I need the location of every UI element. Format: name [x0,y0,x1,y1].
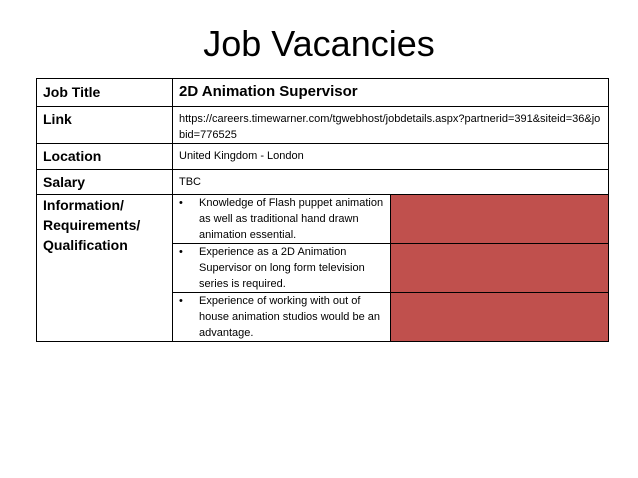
bullet-icon: • [179,295,183,307]
requirement-item [173,293,391,342]
job-vacancy-table [36,78,609,342]
info-label-line: Information/ [43,197,124,213]
link-label: Link [37,107,173,144]
bullet-icon: • [179,197,183,209]
requirement-text: Knowledge of Flash puppet animation as well as traditional hand drawn animation essential. [199,197,384,241]
info-label-line: Requirements/ [43,217,141,233]
table-row-salary [37,170,609,195]
link-value-cell [173,107,609,144]
table-row-info-1 [37,195,609,244]
accent-block [391,293,609,342]
requirement-text: Experience as a 2D Animation Supervisor on long form television series is required. [199,246,365,290]
job-title-label: Job Title [37,79,173,107]
accent-block [391,244,609,293]
info-label-line: Qualification [43,237,128,253]
location-label: Location [37,144,173,170]
accent-block [391,195,609,244]
table-row-job-title [37,79,609,107]
salary-value: TBC [173,170,609,195]
requirement-item [173,195,391,244]
info-label [37,195,173,342]
table-row-location [37,144,609,170]
location-value: United Kingdom - London [173,144,609,170]
requirement-item [173,244,391,293]
table-row-link [37,107,609,144]
requirement-text: Experience of working with out of house animation studios would be an advantage. [199,295,381,339]
job-title-value: 2D Animation Supervisor [173,79,609,107]
bullet-icon: • [179,246,183,258]
page-title: Job Vacancies [203,23,435,64]
salary-label: Salary [37,170,173,195]
job-link[interactable]: https://careers.timewarner.com/tgwebhost/jobdetails.aspx?partnerid=391&siteid=36&jobid=776525 [179,113,601,141]
